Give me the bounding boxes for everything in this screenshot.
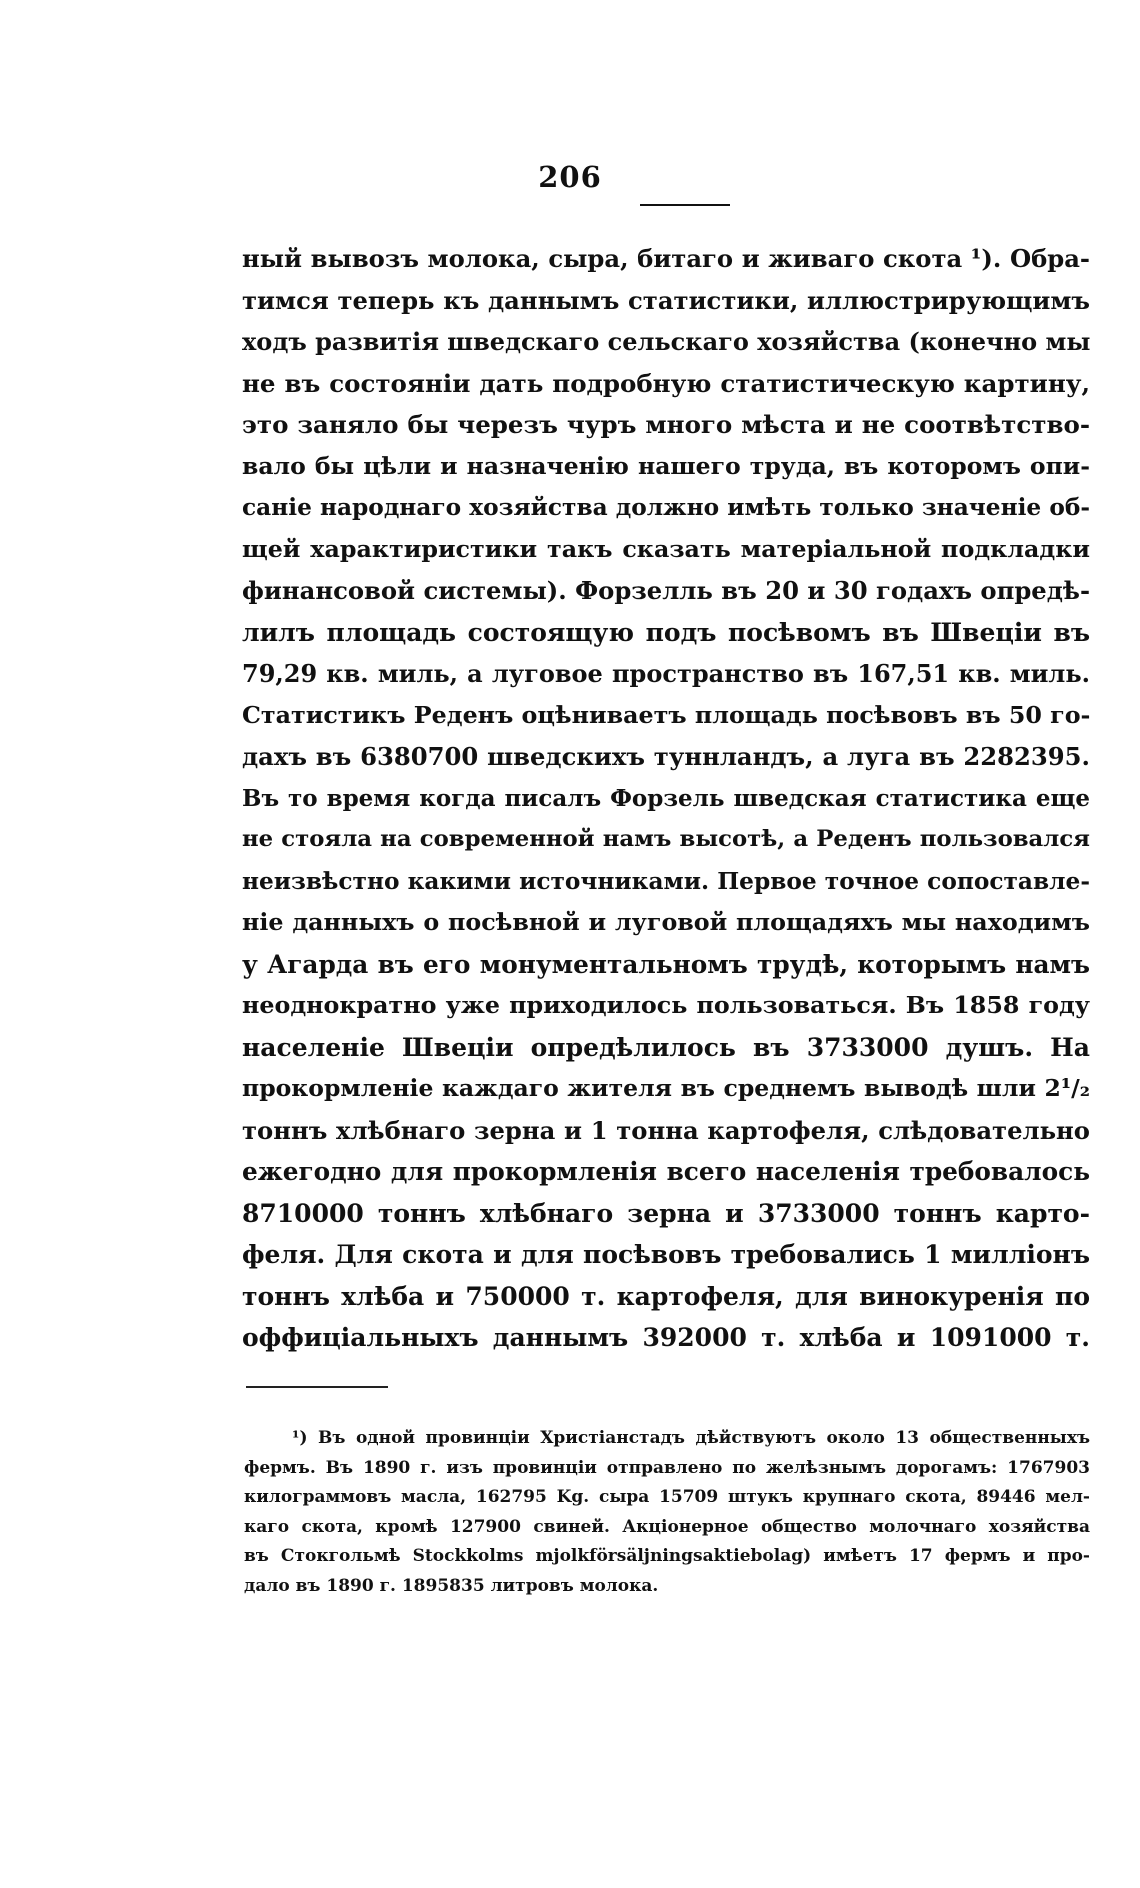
body-line: феля. Для скота и для посѣвовъ требовались 1 милліонъ: [242, 1240, 1090, 1269]
body-line: вало бы цѣли и назначенію нашего труда, въ которомъ опи-: [242, 451, 1090, 480]
footnote-rule: [246, 1386, 388, 1388]
body-line: неоднократно уже приходилось пользоваться. Въ 1858 году: [242, 991, 1090, 1019]
body-line: не стояла на современной намъ высотѣ, а Реденъ пользовался: [242, 826, 1090, 852]
body-line: финансовой системы). Форзелль въ 20 и 30 годахъ опредѣ-: [242, 576, 1091, 605]
body-line: Въ то время когда писалъ Форзель шведская статистика еще: [242, 784, 1090, 812]
body-line: прокормленіе каждаго жителя въ среднемъ выводѣ шли 2¹/₂: [242, 1074, 1090, 1102]
footnote-line: каго скота, кромѣ 127900 свиней. Акціонерное общество молочнаго хозяйства: [244, 1516, 1090, 1537]
body-line: ходъ развитія шведскаго сельскаго хозяйства (конечно мы: [242, 327, 1091, 356]
body-line: тоннъ хлѣба и 750000 т. картофеля, для винокуренія по: [242, 1281, 1090, 1311]
body-line: оффиціальныхъ даннымъ 392000 т. хлѣба и 1091000 т.: [242, 1323, 1090, 1352]
body-line: ный вывозъ молока, сыра, битаго и живаго скота ¹). Обра-: [242, 244, 1090, 273]
page-number-rule: [640, 204, 730, 206]
body-line: дахъ въ 6380700 шведскихъ туннландъ, а луга въ 2282395.: [242, 742, 1090, 771]
page-number: 206: [538, 160, 602, 194]
footnote-line: фермъ. Въ 1890 г. изъ провинціи отправлено по желѣзнымъ дорогамъ: 1767903: [244, 1457, 1090, 1478]
body-line: ніе данныхъ о посѣвной и луговой площадяхъ мы находимъ: [242, 908, 1090, 936]
footnote-line: килограммовъ масла, 162795 Kg. сыра 15709 штукъ крупнаго скота, 89446 мел-: [244, 1487, 1090, 1507]
body-line: тоннъ хлѣбнаго зерна и 1 тонна картофеля, слѣдовательно: [242, 1115, 1090, 1145]
body-line: Статистикъ Реденъ оцѣниваетъ площадь посѣвовъ въ 50 го-: [242, 700, 1091, 729]
footnote: [244, 1424, 1090, 1601]
body-line: 8710000 тоннъ хлѣбнаго зерна и 3733000 тоннъ карто-: [242, 1198, 1090, 1228]
body-line: неизвѣстно какими источниками. Первое точное сопоставле-: [242, 867, 1090, 895]
body-line: щей характиристики такъ сказать матеріальной подкладки: [242, 534, 1090, 563]
body-line: лилъ площадь состоящую подъ посѣвомъ въ Швеціи въ: [242, 617, 1090, 647]
body-line: ежегодно для прокормленія всего населенія требовалось: [242, 1157, 1090, 1186]
body-line: населеніе Швеціи опредѣлилось въ 3733000 душъ. На: [242, 1032, 1090, 1062]
body-line: не въ состояніи дать подробную статистическую картину,: [242, 368, 1090, 398]
footnote-line: ¹) Въ одной провинціи Христіанстадъ дѣйствуютъ около 13 общественныхъ: [292, 1428, 1090, 1448]
body-text: [242, 238, 1090, 1359]
body-line: тимся теперь къ даннымъ статистики, иллюстрирующимъ: [242, 285, 1090, 315]
body-line: 79,29 кв. миль, а луговое пространство въ 167,51 кв. миль.: [242, 659, 1090, 688]
body-line: у Агарда въ его монументальномъ трудѣ, которымъ намъ: [242, 949, 1090, 979]
body-line: это заняло бы черезъ чуръ много мѣста и не соотвѣтство-: [242, 410, 1090, 439]
body-line: саніе народнаго хозяйства должно имѣть только значеніе об-: [242, 494, 1090, 521]
footnote-line: дало въ 1890 г. 1895835 литровъ молока.: [244, 1575, 659, 1596]
footnote-line: въ Стокгольмѣ Stockkolms mjolkförsäljningsaktiebolag) имѣетъ 17 фермъ и про-: [244, 1546, 1090, 1566]
